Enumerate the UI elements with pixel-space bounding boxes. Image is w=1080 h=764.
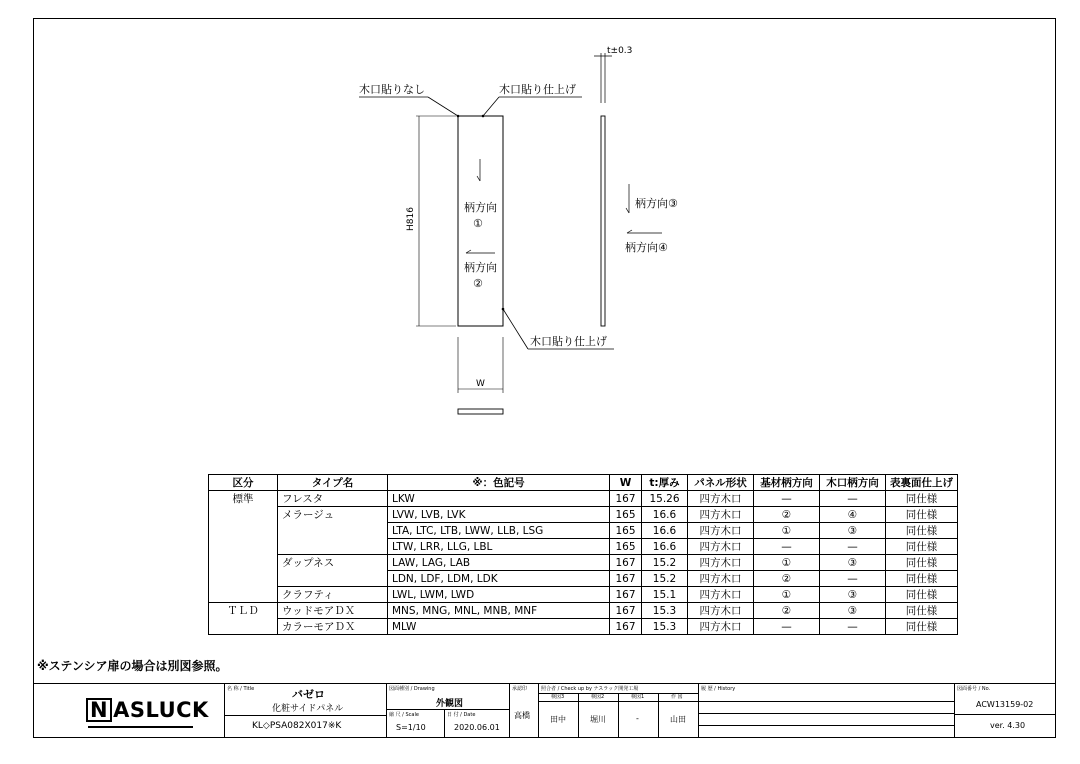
tb-divider [618,693,619,738]
cell-shape: 四方木口 [688,523,754,539]
date-value: 2020.06.01 [454,723,500,732]
table-row [209,571,958,587]
cell-t: 16.6 [642,507,688,523]
cell-codes: MLW [388,619,610,635]
title-block [34,683,1055,738]
cell-category [209,619,278,635]
cell-type: フレスタ [278,491,388,507]
cell-base: ① [754,523,820,539]
logo-underline [88,726,193,728]
cell-t: 15.3 [642,603,688,619]
col-header: ※：色記号 [388,475,610,491]
cell-shape: 四方木口 [688,491,754,507]
cell-type: カラーモアＤＸ [278,619,388,635]
cell-edge: — [820,571,886,587]
check-sub: 検図1 [631,694,645,700]
check-sub: 検図2 [591,694,605,700]
drawing-sheet [33,18,1056,738]
tb-divider [386,684,387,738]
cell-codes: LWL, LWM, LWD [388,587,610,603]
company-logo [86,698,209,722]
logo-initial: N [86,698,112,722]
tb-divider [658,693,659,738]
model-number: KL◇PSA082X017※K [252,721,342,731]
spec-table [208,474,958,635]
cell-shape: 四方木口 [688,507,754,523]
cell-type: クラフティ [278,587,388,603]
cell-w: 167 [610,603,642,619]
table-row [209,587,958,603]
cell-t: 16.6 [642,539,688,555]
col-header: 木口柄方向 [820,475,886,491]
cell-w: 167 [610,491,642,507]
cell-base: — [754,539,820,555]
cell-type [278,523,388,539]
drawing-caption: 図面種別 / Drawing [389,686,435,692]
check-caption: 照合者 / Check up by ナスラック開発工場 [541,686,639,692]
cell-edge: ④ [820,507,886,523]
grain-label-1: 柄方向 [464,201,497,214]
cell-t: 16.6 [642,523,688,539]
cell-shape: 四方木口 [688,555,754,571]
cell-finish: 同仕様 [886,619,958,635]
cell-finish: 同仕様 [886,523,958,539]
cell-category: ＴＬＤ [209,603,278,619]
cell-shape: 四方木口 [688,603,754,619]
col-header: 区分 [209,475,278,491]
checker-name: 山田 [670,715,686,724]
label-edge-bottom: 木口貼り仕上げ [530,335,607,348]
cell-category [209,587,278,603]
cell-type: メラージュ [278,507,388,523]
grain-arrow-1-head [477,176,480,181]
technical-drawing [34,19,1055,449]
cell-codes: LTA, LTC, LTB, LWW, LLB, LSG [388,523,610,539]
tb-divider [509,684,510,738]
cell-type: ダップネス [278,555,388,571]
tb-divider [578,693,579,738]
cell-finish: 同仕様 [886,587,958,603]
table-header-row [209,475,958,491]
col-header: パネル形状 [688,475,754,491]
table-row [209,555,958,571]
cell-codes: MNS, MNG, MNL, MNB, MNF [388,603,610,619]
label-no-edge: 木口貼りなし [359,83,425,96]
scale-value: S=1/10 [396,723,426,732]
height-label: H816 [406,207,416,231]
cell-codes: LDN, LDF, LDM, LDK [388,571,610,587]
cell-base: ② [754,571,820,587]
drawing-number: ACW13159-02 [976,700,1034,709]
cell-t: 15.26 [642,491,688,507]
tb-divider [444,709,445,738]
cell-type: ウッドモアＤＸ [278,603,388,619]
cell-edge: ③ [820,587,886,603]
tb-divider [224,684,225,738]
grain-number-2: ② [473,277,483,290]
leader-edge-bottom [503,309,528,349]
cell-finish: 同仕様 [886,555,958,571]
approver-name: 高橋 [514,711,530,720]
table-row [209,539,958,555]
cell-base: ① [754,555,820,571]
footnote: ※ステンシア扉の場合は別図参照。 [37,659,228,673]
table-row [209,523,958,539]
checker-name: 田中 [550,715,566,724]
tb-rule [954,714,1055,715]
tb-rule [698,725,954,726]
cell-w: 165 [610,523,642,539]
cell-base: ② [754,507,820,523]
cell-w: 167 [610,587,642,603]
cell-codes: LVW, LVB, LVK [388,507,610,523]
cell-shape: 四方木口 [688,619,754,635]
cell-edge: ③ [820,555,886,571]
grain-label-3: 柄方向③ [635,197,678,210]
cell-edge: — [820,539,886,555]
col-header: 表裏面仕上げ [886,475,958,491]
cell-t: 15.2 [642,571,688,587]
cell-finish: 同仕様 [886,491,958,507]
title-caption: 名 称 / Title [227,686,255,692]
grain-label-4: 柄方向④ [625,241,668,254]
cell-w: 167 [610,571,642,587]
version: ver. 4.30 [990,721,1026,730]
cell-w: 167 [610,555,642,571]
cell-category [209,571,278,587]
checker-name: 堀川 [590,715,606,724]
check-sub: 作 図 [671,694,683,700]
cell-category [209,555,278,571]
cell-codes: LKW [388,491,610,507]
cell-t: 15.2 [642,555,688,571]
cell-edge: — [820,619,886,635]
cell-base: — [754,491,820,507]
cell-base: — [754,619,820,635]
cell-category: 標準 [209,491,278,507]
cell-t: 15.1 [642,587,688,603]
tb-rule [698,713,954,714]
cell-category [209,539,278,555]
tb-divider [698,684,699,738]
check-sub: 検図3 [551,694,565,700]
panel-side-view [601,116,605,326]
cell-shape: 四方木口 [688,539,754,555]
leader-no-edge [428,97,458,116]
cell-type [278,539,388,555]
col-header: t:厚み [642,475,688,491]
tb-rule [224,715,386,716]
col-header: タイプ名 [278,475,388,491]
cell-category [209,523,278,539]
approval-caption: 承認印 [512,686,528,692]
cell-edge: ③ [820,603,886,619]
cell-codes: LTW, LRR, LLG, LBL [388,539,610,555]
product-subtitle: 化粧サイドパネル [272,704,344,714]
cell-w: 167 [610,619,642,635]
number-caption: 図面番号 / No. [957,686,991,692]
table-row [209,619,958,635]
tb-divider [954,684,955,738]
grain-number-1: ① [473,217,483,230]
table-row [209,491,958,507]
cell-w: 165 [610,539,642,555]
date-caption: 日 付 / Date [447,712,476,718]
grain-arrow-3-head [626,208,629,213]
tb-rule [698,701,954,702]
history-caption: 履 歴 / History [701,686,736,692]
panel-plan-view [458,409,503,414]
tb-rule [386,709,509,710]
cell-finish: 同仕様 [886,603,958,619]
checker-name: - [636,714,639,723]
cell-shape: 四方木口 [688,587,754,603]
cell-base: ② [754,603,820,619]
col-header: W [610,475,642,491]
grain-label-2: 柄方向 [464,261,497,274]
cell-finish: 同仕様 [886,507,958,523]
cell-shape: 四方木口 [688,571,754,587]
product-title: バゼロ [292,688,325,701]
cell-edge: — [820,491,886,507]
cell-w: 165 [610,507,642,523]
grain-arrow-2-head [466,250,471,253]
col-header: 基材柄方向 [754,475,820,491]
scale-caption: 縮 尺 / Scale [389,712,419,718]
table-row [209,507,958,523]
table-row [209,603,958,619]
label-edge-top: 木口貼り仕上げ [499,83,576,96]
thickness-label: t±0.3 [607,46,633,56]
cell-base: ① [754,587,820,603]
drawing-type: 外観図 [436,699,464,709]
cell-edge: ③ [820,523,886,539]
width-label: W [476,379,485,389]
cell-type [278,571,388,587]
cell-t: 15.3 [642,619,688,635]
cell-category [209,507,278,523]
leader-edge-top [483,97,499,116]
logo-text: ASLUCK [113,698,209,722]
cell-codes: LAW, LAG, LAB [388,555,610,571]
grain-arrow-4-head [627,230,632,233]
cell-finish: 同仕様 [886,571,958,587]
cell-finish: 同仕様 [886,539,958,555]
